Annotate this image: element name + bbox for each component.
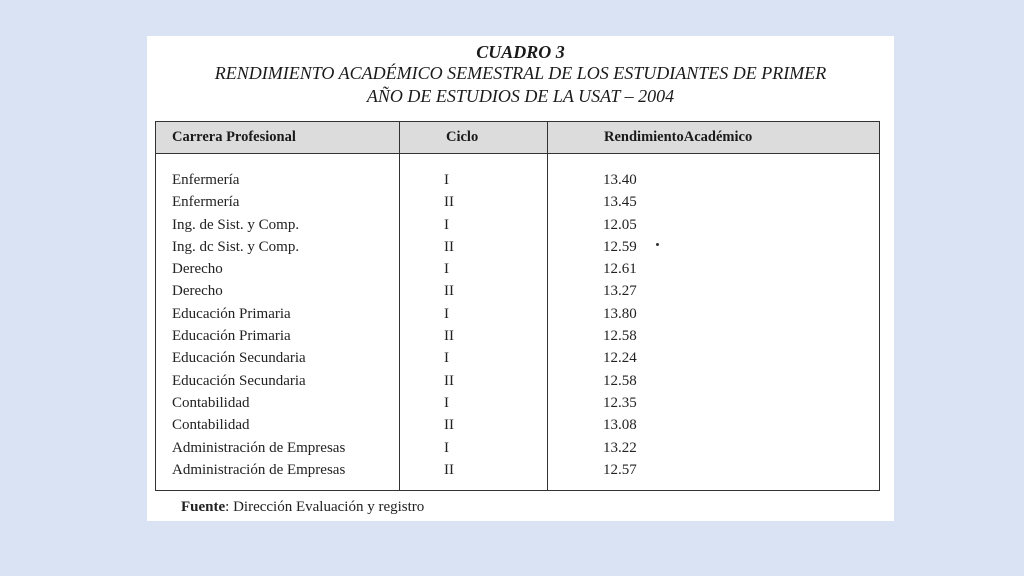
source-note bbox=[181, 499, 424, 516]
cell-carrera: Administración de Empresas bbox=[172, 461, 346, 478]
cell-carrera: Enfermería bbox=[172, 172, 240, 188]
cell-carrera: Enfermería bbox=[172, 194, 240, 211]
cell-carrera: Educación Secundaria bbox=[172, 372, 306, 389]
table-row bbox=[156, 348, 879, 370]
cell-carrera: Administración de Empresas bbox=[172, 439, 346, 456]
cell-ciclo: I bbox=[444, 350, 449, 367]
cell-carrera: Contabilidad bbox=[172, 417, 250, 434]
cell-rendimiento: 12.59 bbox=[603, 238, 637, 255]
cell-ciclo: II bbox=[444, 194, 454, 211]
cell-ciclo: II bbox=[444, 461, 454, 478]
cell-ciclo: I bbox=[444, 305, 449, 322]
cell-rendimiento: 12.35 bbox=[603, 394, 637, 411]
cell-rendimiento: 12.05 bbox=[603, 216, 637, 233]
cell-rendimiento: 12.58 bbox=[603, 372, 637, 389]
cell-carrera: Educación Primaria bbox=[172, 328, 291, 345]
table-row bbox=[156, 281, 879, 303]
table-label: CUADRO 3 bbox=[476, 42, 565, 62]
table-body bbox=[156, 170, 879, 482]
source-text: : Dirección Evaluación y registro bbox=[225, 499, 425, 515]
cell-ciclo: I bbox=[444, 172, 449, 188]
table-row bbox=[156, 393, 879, 415]
cell-rendimiento: 13.08 bbox=[603, 417, 637, 434]
data-table bbox=[155, 121, 880, 491]
cell-rendimiento: 12.61 bbox=[603, 261, 637, 278]
header-carrera: Carrera Profesional bbox=[172, 129, 296, 145]
cell-carrera: Ing. dc Sist. y Comp. bbox=[172, 238, 300, 255]
cell-ciclo: I bbox=[444, 261, 449, 278]
cell-rendimiento: 13.27 bbox=[603, 283, 637, 300]
table-row bbox=[156, 460, 879, 482]
table-title-line-1: RENDIMIENTO ACADÉMICO SEMESTRAL DE LOS ESTUDIANTES DE PRIMER bbox=[214, 63, 827, 83]
table-row bbox=[156, 192, 879, 214]
header-rendimiento: RendimientoAcadémico bbox=[604, 129, 753, 145]
cell-carrera: Contabilidad bbox=[172, 394, 250, 411]
table-row bbox=[156, 170, 879, 192]
cell-rendimiento: 12.57 bbox=[603, 461, 637, 478]
table-row bbox=[156, 326, 879, 348]
cell-ciclo: II bbox=[444, 238, 454, 255]
cell-rendimiento: 13.22 bbox=[603, 439, 637, 456]
cell-ciclo: II bbox=[444, 417, 454, 434]
cell-carrera: Educación Primaria bbox=[172, 305, 291, 322]
cell-rendimiento: 12.24 bbox=[603, 350, 637, 367]
cell-ciclo: I bbox=[444, 439, 449, 456]
table-row bbox=[156, 259, 879, 281]
cell-carrera: Derecho bbox=[172, 261, 223, 278]
cell-ciclo: II bbox=[444, 283, 454, 300]
table-row bbox=[156, 304, 879, 326]
table-row bbox=[156, 237, 879, 259]
table-row bbox=[156, 415, 879, 437]
header-ciclo: Ciclo bbox=[446, 129, 479, 145]
cell-rendimiento: 13.45 bbox=[603, 194, 637, 211]
cell-ciclo: I bbox=[444, 216, 449, 233]
cell-ciclo: II bbox=[444, 328, 454, 345]
table-row bbox=[156, 371, 879, 393]
cell-rendimiento: 12.58 bbox=[603, 328, 637, 345]
table-row bbox=[156, 215, 879, 237]
cell-rendimiento: 13.80 bbox=[603, 305, 637, 322]
cell-carrera: Ing. de Sist. y Comp. bbox=[172, 216, 300, 233]
cell-carrera: Derecho bbox=[172, 283, 223, 300]
cell-ciclo: I bbox=[444, 394, 449, 411]
table-title-line-2: AÑO DE ESTUDIOS DE LA USAT – 2004 bbox=[366, 86, 675, 106]
cell-rendimiento: 13.40 bbox=[603, 172, 637, 188]
table-header bbox=[156, 122, 879, 154]
table-row bbox=[156, 438, 879, 460]
cell-carrera: Educación Secundaria bbox=[172, 350, 306, 367]
source-label: Fuente bbox=[181, 499, 226, 515]
cell-ciclo: II bbox=[444, 372, 454, 389]
document-page bbox=[147, 36, 894, 521]
